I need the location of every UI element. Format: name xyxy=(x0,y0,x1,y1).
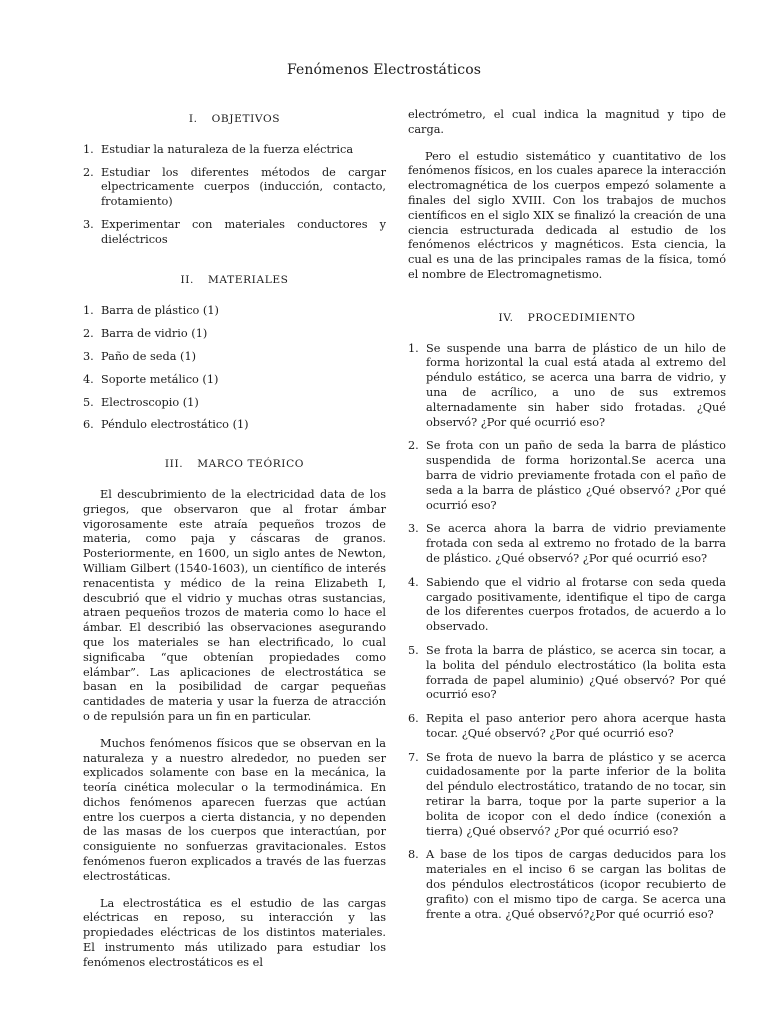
list-item: 6. Repita el paso anterior pero ahora acerque hasta tocar. ¿Qué observó? ¿Por qué ocurrió eso? xyxy=(408,712,726,740)
section-number: III. xyxy=(164,458,184,471)
paragraph: El descubrimiento de la electricidad data de los griegos, que observaron que al frotar ámbar vigorosamente este atraía pequeños trozos de materia, como paja y cáscaras de granos. Posteriormente, en 1600, un siglo antes de Newton, William Gilbert (1540-1603), un científico de interés renacentista y médico de la reina Elizabeth I, descubrió que el vidrio y muchas otras sustancias, atraen pequeños trozos de materia como lo hace el ámbar. El describió las observaciones asegurando que los materiales se han electrificado, lo cual significaba “que obtenían propiedades como elámbar”. Las aplicaciones de electrostática se basan en la posibilidad de cargar pequeñas cantidades de materia y usar la fuerza de atracción o de repulsión para un fin en particular. xyxy=(83,487,386,723)
right-column xyxy=(408,108,726,922)
list-item: 7. Se frota de nuevo la barra de plástico y se acerca cuidadosamente por la parte inferior de la bolita del péndulo electrostático, tratando de no tocar, sin retirar la barra, toque por la parte superior a la bolita de icopor con el dedo índice (conexión a tierra) ¿Qué observó? ¿Por qué ocurrió eso? xyxy=(408,750,726,838)
list-item: 3. Paño de seda (1) xyxy=(83,349,197,363)
list-item: 4. Soporte metálico (1) xyxy=(83,372,219,386)
section-title: MARCO TEÓRICO xyxy=(197,458,305,471)
procedimiento-list xyxy=(408,342,726,923)
list-item: 3. Experimentar con materiales conductores y dieléctricos xyxy=(83,217,386,246)
list-item: 1. Barra de plástico (1) xyxy=(83,304,219,318)
paragraph: La electrostática es el estudio de las cargas eléctricas en reposo, su interacción y las propiedades eléctricas de los distintos materiales. El instrumento más utilizado para estudiar los fenómenos electrostáticos es el xyxy=(83,896,386,969)
list-item: 1. Se suspende una barra de plástico de un hilo de forma horizontal la cual está atada al extremo del péndulo estático, se acerca una barra de vidrio, y una de acrílico, a uno de sus extremos alternadamente sin haber sido frotadas. ¿Qué observó? ¿Por qué ocurrió eso? xyxy=(408,341,726,429)
list-item: 2. Se frota con un paño de seda la barra de plástico suspendida de forma horizontal.Se acerca una barra de vidrio previamente frotada con el paño de seda a la barra de plástico ¿Qué observó? ¿Por qué ocurrió eso? xyxy=(408,439,726,512)
left-column xyxy=(83,108,386,971)
list-item: 8. A base de los tipos de cargas deducidos para los materiales en el inciso 6 se cargan las bolitas de dos péndulos electrostáticos (icopor recubierto de grafito) con el mismo tipo de carga. Se acerca una frente a otra. ¿Qué observó?¿Por qué ocurrió eso? xyxy=(408,848,726,921)
section-number: IV. xyxy=(498,311,514,324)
section-title: OBJETIVOS xyxy=(211,113,281,125)
list-item: 5. Se frota la barra de plástico, se acerca sin tocar, a la bolita del péndulo electrostático (la bolita esta forrada de papel aluminio) ¿Qué observó? Por qué ocurrió eso? xyxy=(408,643,726,702)
section-heading-objetivos xyxy=(83,112,386,127)
list-item: 2. Estudiar los diferentes métodos de cargar elpectricamente cuerpos (inducción, contacto, frotamiento) xyxy=(83,165,386,209)
section-heading-materiales xyxy=(83,273,386,288)
list-item: 4. Sabiendo que el vidrio al frotarse con seda queda cargado positivamente, identifique el tipo de carga de los diferentes cuerpos frotados, de acuerdo a lo observado. xyxy=(408,575,726,634)
list-item: 3. Se acerca ahora la barra de vidrio previamente frotada con seda al extremo no frotado de la barra de plástico. ¿Qué observó? ¿Por qué ocurrió eso? xyxy=(408,522,726,565)
paragraph: Muchos fenómenos físicos que se observan en la naturaleza y a nuestro alrededor, no pueden ser explicados solamente con base en la mecánica, la teoría cinética molecular o la termodinámica. En dichos fenómenos aparecen fuerzas que actúan entre los cuerpos a cierta distancia, y no dependen de las masas de los cuerpos que interactúan, por consiguiente no sonfuerzas gravitacionales. Estos fenómenos fueron explicados a través de las fuerzas electrostáticas. xyxy=(83,736,386,883)
list-item: 6. Péndulo electrostático (1) xyxy=(83,418,249,432)
paragraph: Pero el estudio sistemático y cuantitativo de los fenómenos físicos, en los cuales aparece la interacción electromagnética de los cuerpos empezó solamente a finales del siglo XVIII. Con los trabajos de muchos científicos en el siglo XIX se finalizó la creación de una ciencia estructurada dedicada al estudio de los fenómenos eléctricos y magnéticos. Esta ciencia, la cual es una de las principales ramas de la física, tomó el nombre de Electromagnetismo. xyxy=(408,149,726,281)
paragraph: electrómetro, el cual indica la magnitud y tipo de carga. xyxy=(408,108,726,136)
objetivos-list xyxy=(83,143,386,248)
section-title: MATERIALES xyxy=(207,273,289,286)
section-number: I. xyxy=(188,113,198,125)
section-heading-marco-teorico xyxy=(83,457,386,472)
list-item: 1. Estudiar la naturaleza de la fuerza eléctrica xyxy=(83,142,354,156)
list-item: 2. Barra de vidrio (1) xyxy=(83,327,208,341)
page-title: Fenómenos Electrostáticos xyxy=(286,62,482,78)
materiales-list xyxy=(83,304,386,433)
section-heading-procedimiento xyxy=(408,311,726,326)
section-number: II. xyxy=(180,273,194,286)
section-title: PROCEDIMIENTO xyxy=(527,311,636,324)
list-item: 5. Electroscopio (1) xyxy=(83,395,199,409)
